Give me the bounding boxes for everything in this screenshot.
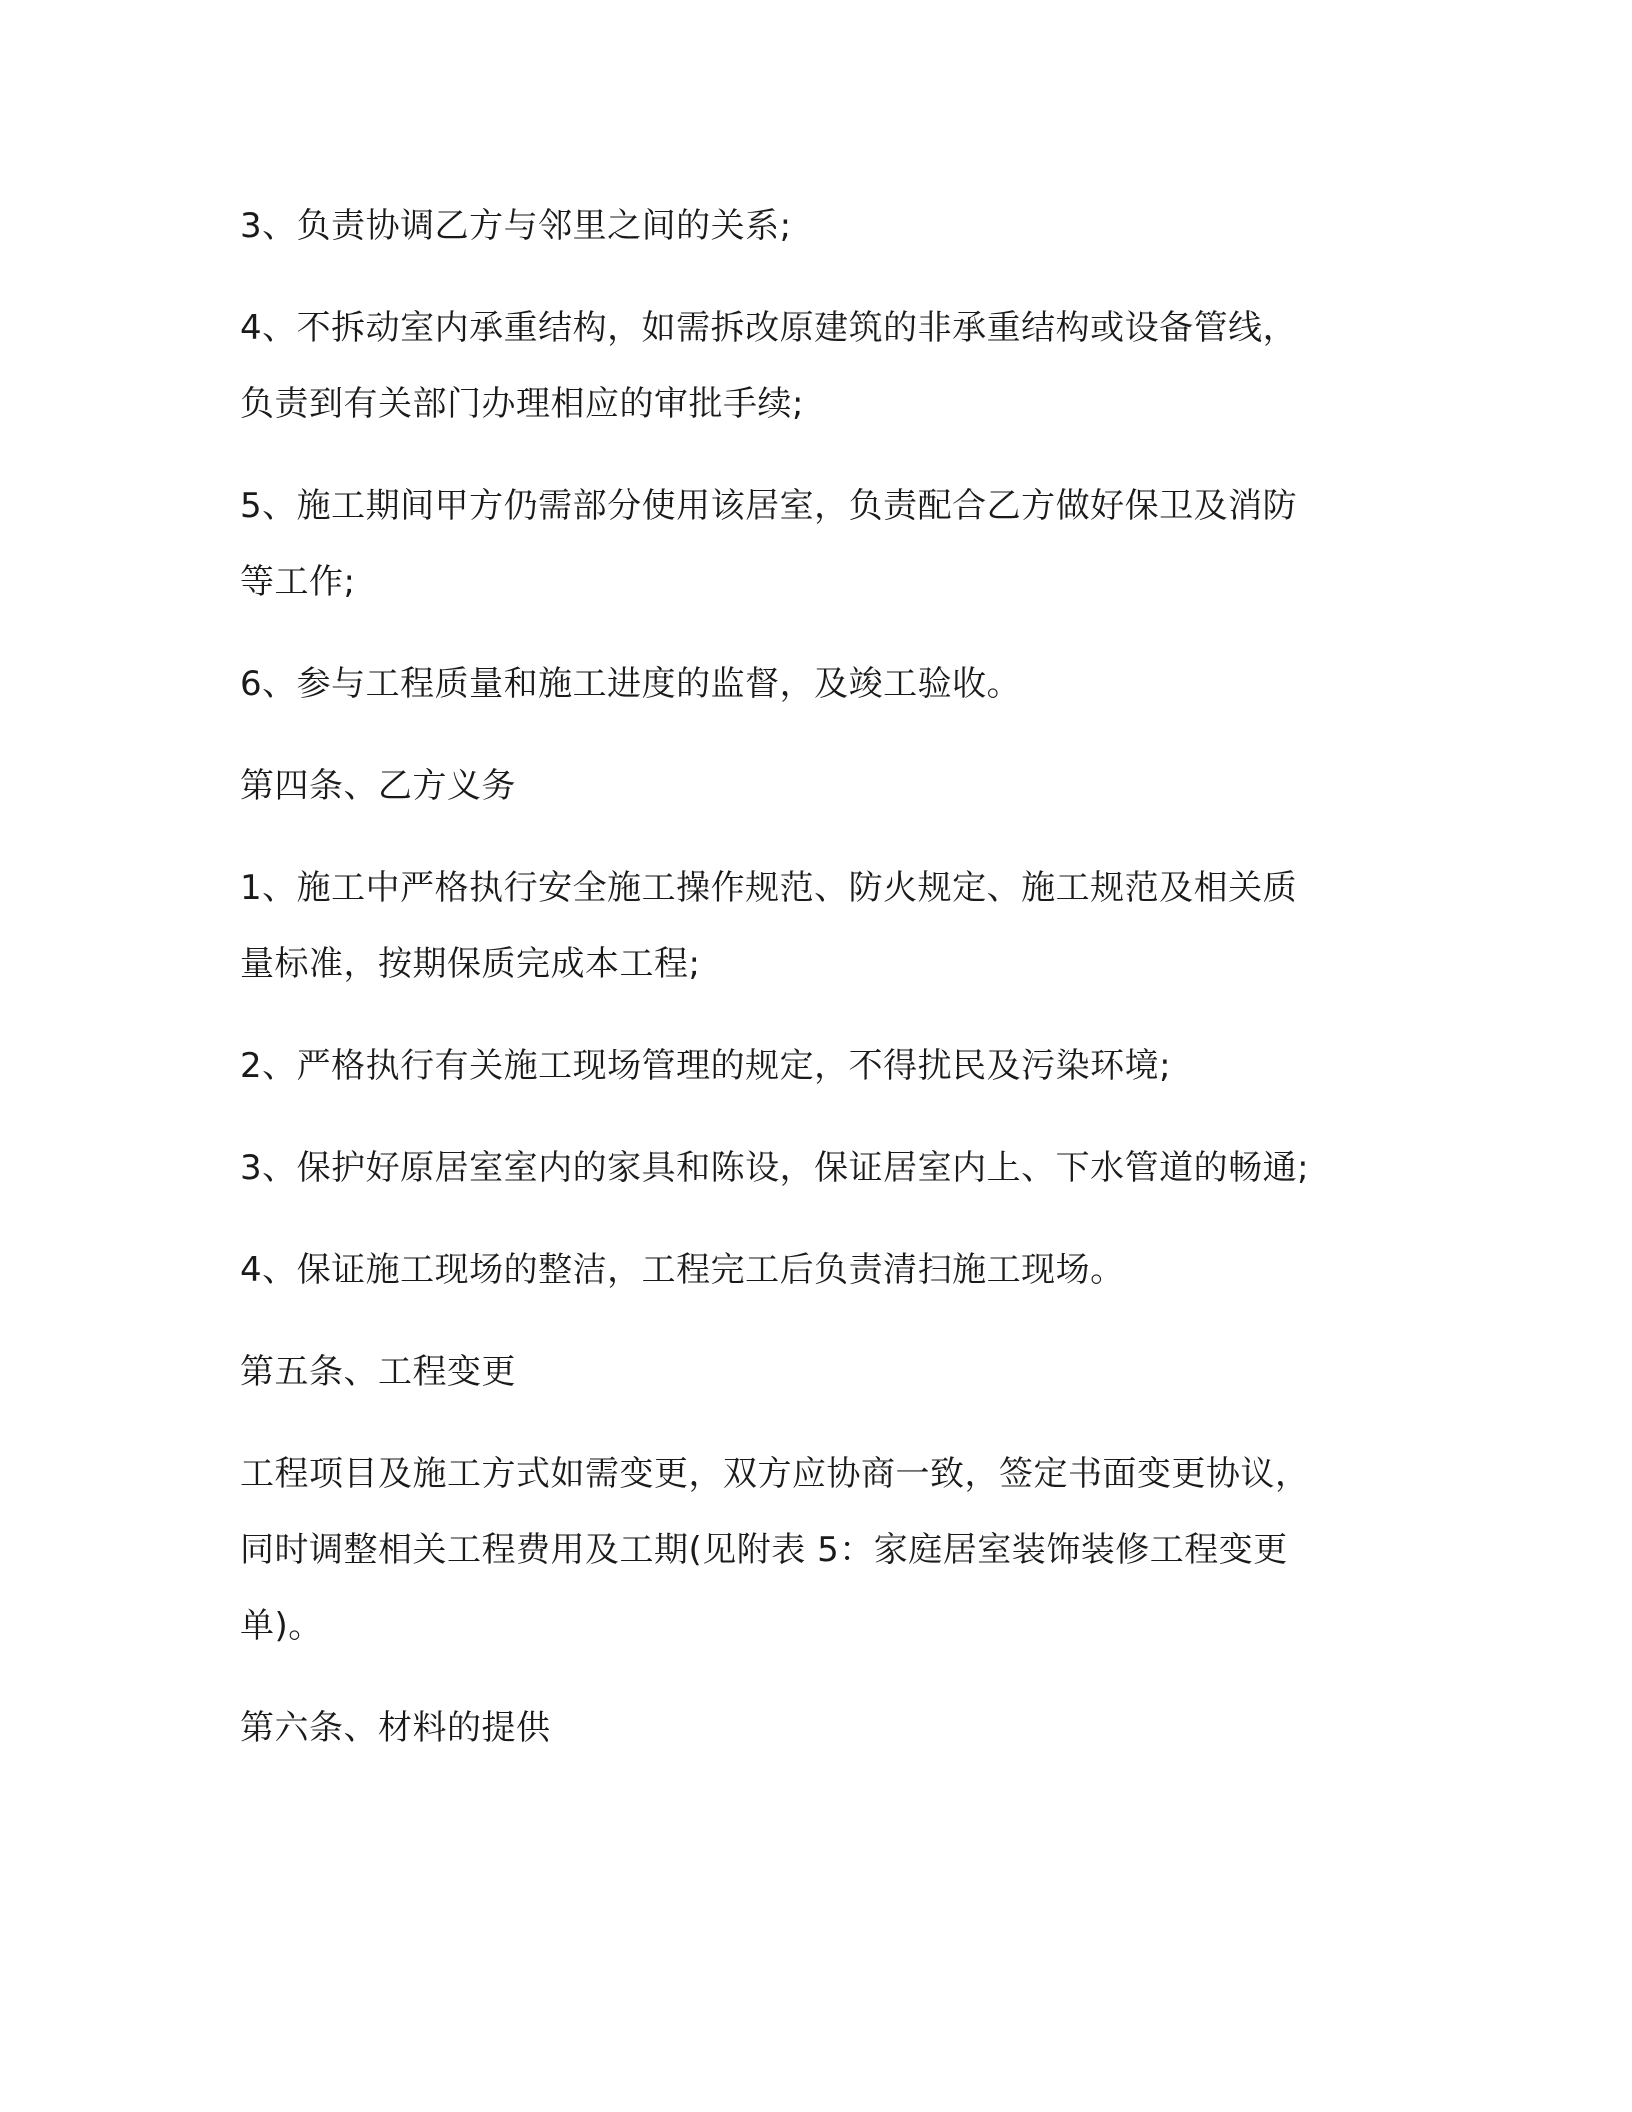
heading-text: 第六条、材料的提供 xyxy=(240,1708,551,1748)
clause-engineering-change xyxy=(240,1436,1420,1664)
document-body xyxy=(240,188,1420,1792)
text-line: 6、参与工程质量和施工进度的监督，及竣工验收。 xyxy=(240,664,1022,704)
clause-item-6-supervision xyxy=(240,646,1420,722)
clause-item-5-occupancy xyxy=(240,468,1420,620)
text-line: 4、不拆动室内承重结构，如需拆改原建筑的非承重结构或设备管线， xyxy=(240,308,1298,348)
section-heading-article-5 xyxy=(240,1334,1420,1410)
text-line: 3、保护好原居室室内的家具和陈设，保证居室内上、下水管道的畅通; xyxy=(240,1148,1310,1188)
text-line: 3、负责协调乙方与邻里之间的关系; xyxy=(240,206,792,246)
section-heading-article-6 xyxy=(240,1690,1420,1766)
clause-item-3-neighbor-relations xyxy=(240,188,1420,264)
clause-item-3-protection xyxy=(240,1130,1420,1206)
text-line: 2、严格执行有关施工现场管理的规定，不得扰民及污染环境; xyxy=(240,1046,1172,1086)
text-line: 4、保证施工现场的整洁，工程完工后负责清扫施工现场。 xyxy=(240,1250,1125,1290)
heading-text: 第五条、工程变更 xyxy=(240,1352,516,1392)
text-line: 等工作; xyxy=(240,562,356,602)
text-line: 单)。 xyxy=(240,1606,323,1646)
text-line: 同时调整相关工程费用及工期(见附表 5：家庭居室装饰装修工程变更 xyxy=(240,1530,1288,1570)
text-line: 5、施工期间甲方仍需部分使用该居室，负责配合乙方做好保卫及消防 xyxy=(240,486,1298,526)
clause-item-1-safety xyxy=(240,850,1420,1002)
text-line: 量标准，按期保质完成本工程; xyxy=(240,944,701,984)
section-heading-article-4 xyxy=(240,748,1420,824)
heading-text: 第四条、乙方义务 xyxy=(240,766,516,806)
text-line: 负责到有关部门办理相应的审批手续; xyxy=(240,384,804,424)
clause-item-4-structure xyxy=(240,290,1420,442)
text-line: 工程项目及施工方式如需变更，双方应协商一致，签定书面变更协议， xyxy=(240,1454,1310,1494)
text-line: 1、施工中严格执行安全施工操作规范、防火规定、施工规范及相关质 xyxy=(240,868,1298,908)
clause-item-2-site-management xyxy=(240,1028,1420,1104)
clause-item-4-cleanliness xyxy=(240,1232,1420,1308)
